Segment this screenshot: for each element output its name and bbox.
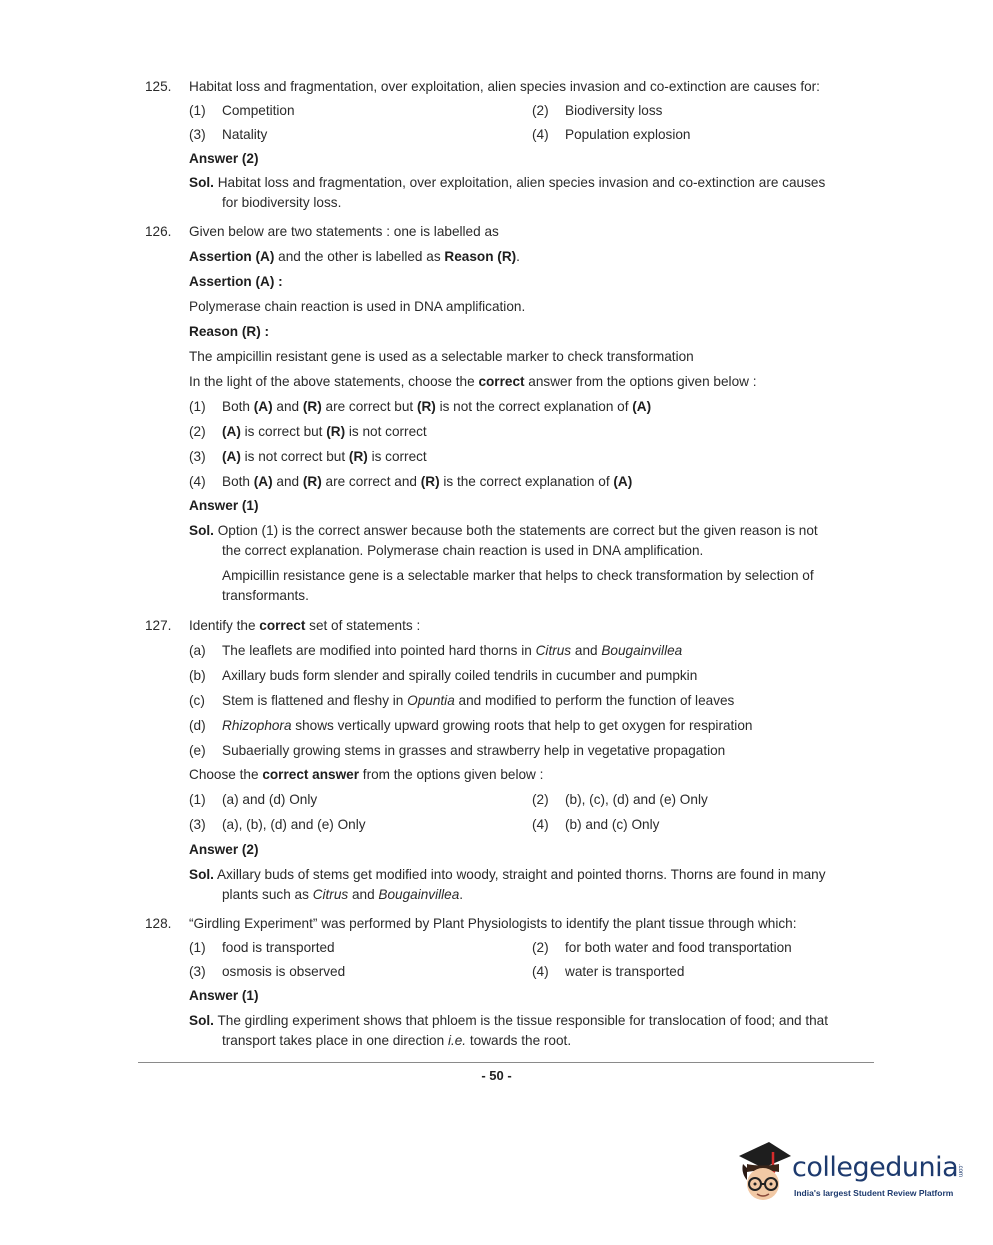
instruction-text: Choose the correct answer from the options given below : — [189, 767, 544, 782]
collegedunia-logo[interactable] — [735, 1138, 965, 1213]
statement-letter: (a) — [189, 643, 206, 658]
answer-label: Answer (1) — [189, 498, 259, 513]
option-text: for both water and food transportation — [565, 940, 792, 955]
page-number: - 50 - — [481, 1068, 512, 1083]
option-number: (2) — [532, 940, 549, 955]
logo-wordmark: collegedunia — [792, 1152, 959, 1183]
question-number: 126. — [145, 224, 172, 239]
solution-label: Sol. — [189, 1013, 214, 1028]
assertion-text: Polymerase chain reaction is used in DNA amplification. — [189, 299, 526, 314]
option-text: Both (A) and (R) are correct and (R) is the correct explanation of (A) — [222, 474, 633, 489]
statement-letter: (c) — [189, 693, 205, 708]
assertion-heading: Assertion (A) : — [189, 274, 283, 289]
option-text: (A) is not correct but (R) is correct — [222, 449, 427, 464]
option-number: (4) — [532, 964, 549, 979]
question-text: Habitat loss and fragmentation, over exploitation, alien species invasion and co-extinction are causes for: — [189, 79, 820, 94]
question-text: Identify the correct set of statements : — [189, 618, 421, 633]
option-number: (3) — [189, 127, 206, 142]
solution-line — [189, 174, 825, 192]
solution-text: transport takes place in one direction i.e. towards the root. — [222, 1033, 572, 1048]
statement-letter: (d) — [189, 718, 206, 733]
solution-label: Sol. — [189, 175, 214, 190]
solution-text: The girdling experiment shows that phloem is the tissue responsible for translocation of food; and that — [217, 1013, 829, 1028]
answer-label: Answer (2) — [189, 842, 259, 857]
statement-letter: (b) — [189, 668, 206, 683]
solution-text: Ampicillin resistance gene is a selectable marker that helps to check transformation by selection of — [222, 568, 814, 583]
option-text: osmosis is observed — [222, 964, 346, 979]
solution-label: Sol. — [189, 867, 214, 882]
question-number: 125. — [145, 79, 172, 94]
statement-text: Axillary buds form slender and spirally coiled tendrils in cucumber and pumpkin — [222, 668, 698, 683]
option-number: (4) — [532, 127, 549, 142]
option-text: (a) and (d) Only — [222, 792, 318, 807]
option-number: (1) — [189, 940, 206, 955]
option-text: Both (A) and (R) are correct but (R) is not the correct explanation of (A) — [222, 399, 652, 414]
statement-text: The leaflets are modified into pointed hard thorns in Citrus and Bougainvillea — [222, 643, 683, 658]
option-number: (3) — [189, 817, 206, 832]
option-text: (b), (c), (d) and (e) Only — [565, 792, 708, 807]
option-text: (a), (b), (d) and (e) Only — [222, 817, 366, 832]
solution-text: for biodiversity loss. — [222, 195, 342, 210]
option-number: (1) — [189, 792, 206, 807]
option-number: (1) — [189, 399, 206, 414]
option-text: Natality — [222, 127, 268, 142]
option-number: (4) — [532, 817, 549, 832]
answer-label: Answer (1) — [189, 988, 259, 1003]
option-number: (2) — [532, 792, 549, 807]
option-text: Biodiversity loss — [565, 103, 663, 118]
solution-label: Sol. — [189, 523, 214, 538]
option-number: (2) — [189, 424, 206, 439]
statement-letter: (e) — [189, 743, 206, 758]
question-text: Given below are two statements : one is labelled as — [189, 224, 499, 239]
solution-line — [189, 866, 826, 884]
solution-text: Habitat loss and fragmentation, over exploitation, alien species invasion and co-extinction are causes — [217, 175, 826, 190]
footer-divider — [138, 1062, 874, 1063]
solution-text: Axillary buds of stems get modified into woody, straight and pointed thorns. Thorns are found in many — [216, 867, 826, 882]
option-text: water is transported — [565, 964, 685, 979]
option-number: (4) — [189, 474, 206, 489]
answer-label: Answer (2) — [189, 151, 259, 166]
option-number: (3) — [189, 449, 206, 464]
statement-text: Stem is flattened and fleshy in Opuntia and modified to perform the function of leaves — [222, 693, 735, 708]
reason-text: The ampicillin resistant gene is used as a selectable marker to check transformation — [189, 349, 694, 364]
question-text: Assertion (A) and the other is labelled as Reason (R). — [189, 249, 520, 264]
question-text: “Girdling Experiment” was performed by Plant Physiologists to identify the plant tissue through which: — [189, 916, 797, 931]
solution-text: the correct explanation. Polymerase chain reaction is used in DNA amplification. — [222, 543, 704, 558]
instruction-text: In the light of the above statements, choose the correct answer from the options given below : — [189, 374, 757, 389]
question-number: 127. — [145, 618, 172, 633]
option-number: (1) — [189, 103, 206, 118]
statement-text: Subaerially growing stems in grasses and strawberry help in vegetative propagation — [222, 743, 726, 758]
option-text: food is transported — [222, 940, 335, 955]
reason-heading: Reason (R) : — [189, 324, 270, 339]
solution-line — [189, 522, 818, 540]
solution-line — [189, 1012, 828, 1030]
option-text: Competition — [222, 103, 295, 118]
option-text: Population explosion — [565, 127, 691, 142]
option-text: (b) and (c) Only — [565, 817, 660, 832]
statement-text: Rhizophora shows vertically upward growing roots that help to get oxygen for respiration — [222, 718, 753, 733]
solution-text: plants such as Citrus and Bougainvillea. — [222, 887, 464, 902]
logo-tagline: India's largest Student Review Platform — [794, 1188, 954, 1198]
solution-text: transformants. — [222, 588, 309, 603]
logo-domain: .com — [957, 1164, 963, 1178]
option-text: (A) is correct but (R) is not correct — [222, 424, 427, 439]
option-number: (3) — [189, 964, 206, 979]
solution-text: Option (1) is the correct answer because both the statements are correct but the given reason is not — [217, 523, 818, 538]
mascot-icon — [735, 1138, 793, 1208]
option-number: (2) — [532, 103, 549, 118]
question-number: 128. — [145, 916, 172, 931]
